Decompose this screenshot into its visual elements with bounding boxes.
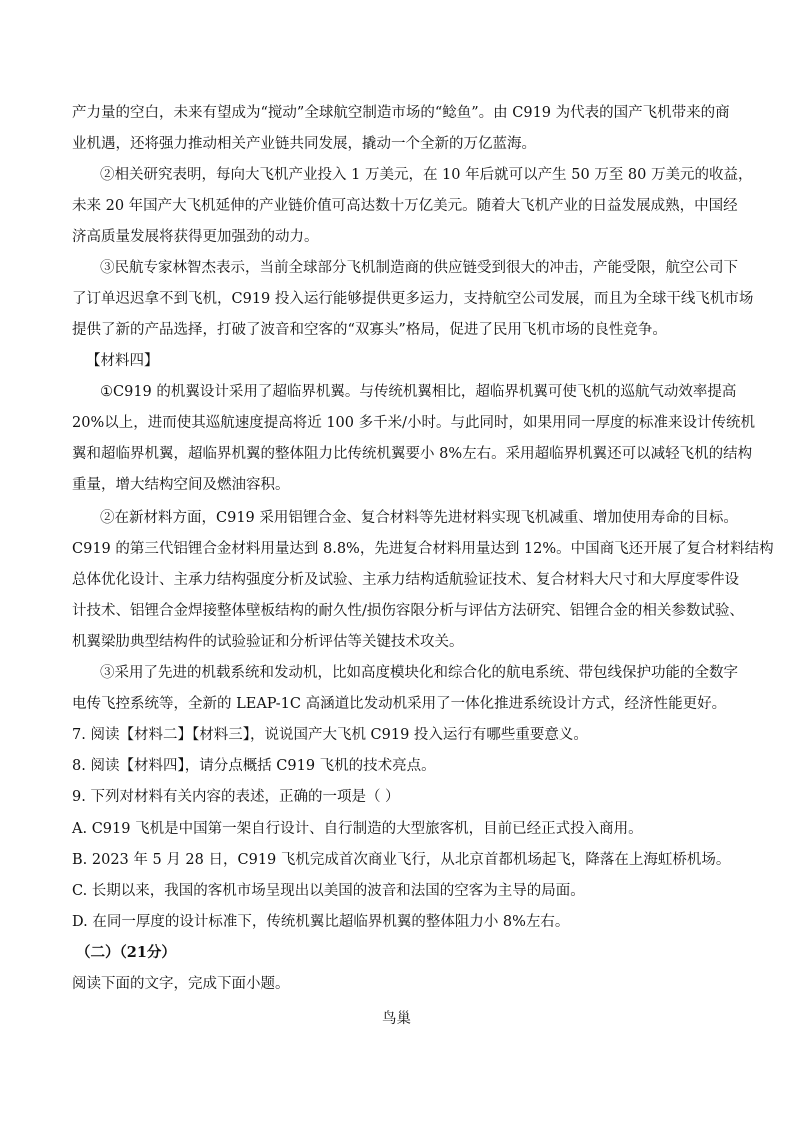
paragraph-line: ②相关研究表明，每向大飞机产业投入 1 万美元，在 10 年后就可以产生 50 万至 80 万美元的收益， bbox=[100, 167, 753, 183]
paragraph-line: 未来 20 年国产大飞机延伸的产业链价值可高达数十万亿美元。随着大飞机产业的日益发展成熟，中国经 bbox=[72, 198, 738, 214]
paragraph-line: 总体优化设计、主承力结构强度分析及试验、主承力结构适航验证技术、复合材料大尺寸和大厚度零件设 bbox=[72, 572, 739, 588]
paragraph-line: 电传飞控系统等，全新的 LEAP-1C 高涵道比发动机采用了一体化推进系统设计方式，经济性能更好。 bbox=[72, 696, 727, 712]
paragraph-line: 机翼梁肋典型结构件的试验验证和分析评估等关键技术攻关。 bbox=[72, 634, 464, 650]
question-7: 7. 阅读【材料二】【材料三】，说说国产大飞机 C919 投入运行有哪些重要意义。 bbox=[72, 727, 588, 743]
paragraph-line: ①C919 的机翼设计采用了超临界机翼。与传统机翼相比，超临界机翼可使飞机的巡航气动效率提高 bbox=[100, 384, 737, 400]
section-heading: 【材料四】 bbox=[86, 353, 159, 369]
question-8: 8. 阅读【材料四】，请分点概括 C919 飞机的技术亮点。 bbox=[72, 758, 436, 774]
option-d: D. 在同一厚度的设计标准下，传统机翼比超临界机翼的整体阻力小 8%左右。 bbox=[72, 914, 570, 930]
option-b: B. 2023 年 5 月 28 日，C919 飞机完成首次商业飞行，从北京首都机场起飞，降落在上海虹桥机场。 bbox=[72, 852, 731, 868]
paragraph-line: 重量，增大结构空间及燃油容积。 bbox=[72, 477, 290, 493]
option-c: C. 长期以来，我国的客机市场呈现出以美国的波音和法国的空客为主导的局面。 bbox=[72, 883, 585, 899]
paragraph-line: C919 的第三代铝锂合金材料用量达到 8.8%，先进复合材料用量达到 12%。中国商飞还开展了复合材料结构 bbox=[72, 541, 774, 557]
paragraph-line: 翼和超临界机翼，超临界机翼的整体阻力比传统机翼要小 8%左右。采用超临界机翼还可以减轻飞机的结构 bbox=[72, 446, 753, 462]
section-two-heading: （二）（21分） bbox=[76, 944, 176, 961]
paragraph-line: 济高质量发展将获得更加强劲的动力。 bbox=[72, 229, 319, 245]
question-9: 9. 下列对材料有关内容的表述，正确的一项是（ ） bbox=[72, 789, 400, 805]
passage-title: 鸟巢 bbox=[382, 1011, 411, 1027]
paragraph-line: 业机遇，还将强力推动相关产业链共同发展，撬动一个全新的万亿蓝海。 bbox=[72, 136, 536, 152]
option-a: A. C919 飞机是中国第一架自行设计、自行制造的大型旅客机，目前已经正式投入商用。 bbox=[72, 821, 643, 837]
paragraph-line: ③民航专家林智杰表示，当前全球部分飞机制造商的供应链受到很大的冲击，产能受限，航空公司下 bbox=[100, 260, 738, 276]
paragraph-line: 了订单迟迟拿不到飞机，C919 投入运行能够提供更多运力，支持航空公司发展，而且为全球干线飞机市场 bbox=[72, 291, 754, 307]
instruction-line: 阅读下面的文字，完成下面小题。 bbox=[72, 976, 290, 992]
paragraph-line: 20%以上，进而使其巡航速度提高将近 100 多千米/小时。与此同时，如果用同一厚度的标准来设计传统机 bbox=[72, 415, 756, 431]
paragraph-line: 产力量的空白，未来有望成为“搅动”全球航空制造市场的“鲶鱼”。由 C919 为代表的国产飞机带来的商 bbox=[72, 105, 730, 121]
paragraph-line: ③采用了先进的机载系统和发动机，比如高度模块化和综合化的航电系统、带包线保护功能的全数字 bbox=[100, 665, 738, 681]
paragraph-line: 提供了新的产品选择，打破了波音和空客的“双寡头”格局，促进了民用飞机市场的良性竞争。 bbox=[72, 322, 667, 338]
paragraph-line: ②在新材料方面，C919 采用铝锂合金、复合材料等先进材料实现飞机减重、增加使用寿命的目标。 bbox=[100, 510, 738, 526]
paragraph-line: 计技术、铝锂合金焊接整体壁板结构的耐久性/损伤容限分析与评估方法研究、铝锂合金的相关参数试验、 bbox=[72, 603, 744, 619]
